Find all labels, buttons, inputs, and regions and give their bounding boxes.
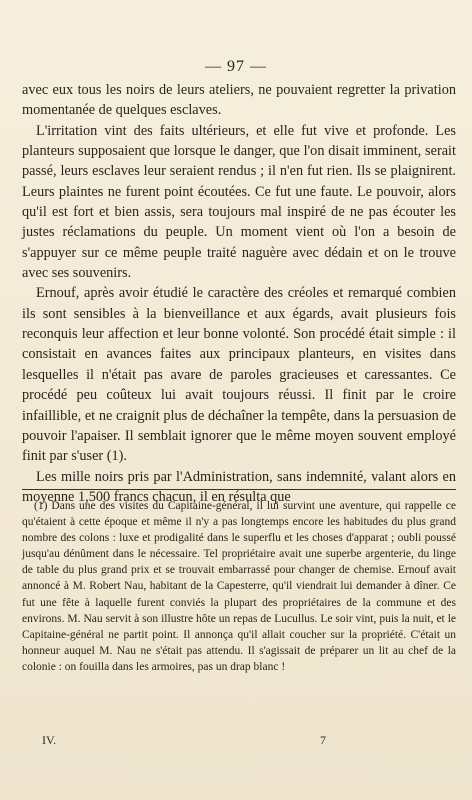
paragraph-irritation: L'irritation vint des faits ultérieurs, et elle fut vive et profonde. Les planteurs supposaient que lorsque le danger, que l'on disait imminent, serait passé, leurs esclaves leur seraient rendus ; il n'en fut rien. Ils se plaignirent. Leurs plaintes ne furent point écoutées. Ce fut une faute. Le pouvoir, alors qu'il est fort et bien assis, sera toujours mal inspiré de ne pas écouter les justes réclamations du peuple. Un moment vient où l'on a besoin de s'appuyer sur ce même peuple traité naguère avec dédain et on le trouve avec ses souvenirs. bbox=[22, 122, 456, 282]
footnote-divider bbox=[22, 489, 456, 490]
page-number: — 97 — bbox=[205, 58, 267, 75]
signature-sheet: 7 bbox=[320, 733, 326, 747]
paragraph-ernouf: Ernouf, après avoir étudié le caractère des créoles et remarqué combien ils sont sensibles à la bienveillance et aux égards, avait plusieurs fois reconquis leur affection et leur bonne volonté. Son procédé était simple : il consistait en avances faites aux principaux planteurs, en visites dans lesquelles il n'était pas avare de paroles gracieuses et caressantes. Ce procédé peu coûteux lui avait toujours réussi. Il finit par le croire infaillible, et ne craignit plus de déchaîner la tempête, dans la persuasion de pouvoir l'apaiser. Il semblait ignorer que le même moyen souvent employé finit par s'user (1). bbox=[22, 285, 456, 465]
footnote-text: (1) Dans une des visites du Capitaine-général, il lui survint une aventure, qui rappelle ce qu'étaient à cette époque et même il n'y a pas longtemps encore les habitudes du plus grand nombre des colons : luxe et prodigalité dans le superflu et les choses d'apparat ; oubli poussé jusqu'au dénûment dans le nécessaire. Tel propriétaire avait une superbe argenterie, du linge de table du plus grand prix et se trouvait embarrassé pour changer de chemise. Ernouf avait annoncé à M. Robert Nau, habitant de la Capesterre, qu'il viendrait lui demander à dîner. Ce fut une fête à laquelle furent conviés la plupart des propriétaires de la commune et des environs. M. Nau servit à son illustre hôte un repas de Lucullus. Le soir vint, puis la nuit, et le Capitaine-général ne partit point. Il annonça qu'il allait coucher sur la propriété. C'était un honneur auquel M. Nau ne s'était pas attendu. Il s'agissait de préparer un lit au chef de la colonie : on fouilla dans les armoires, pas un drap blanc ! bbox=[22, 500, 456, 673]
footnote bbox=[22, 498, 456, 675]
paragraph-mille-noirs: Les mille noirs pris par l'Administration, sans indemnité, valant alors en moyenne 1,500 francs chacun, il en résulta que bbox=[22, 468, 456, 505]
main-text bbox=[22, 80, 456, 507]
paragraph-continuation: avec eux tous les noirs de leurs ateliers, ne pouvaient regretter la privation momentanée de quelques esclaves. bbox=[22, 82, 456, 119]
signature-volume: IV. bbox=[42, 733, 57, 747]
